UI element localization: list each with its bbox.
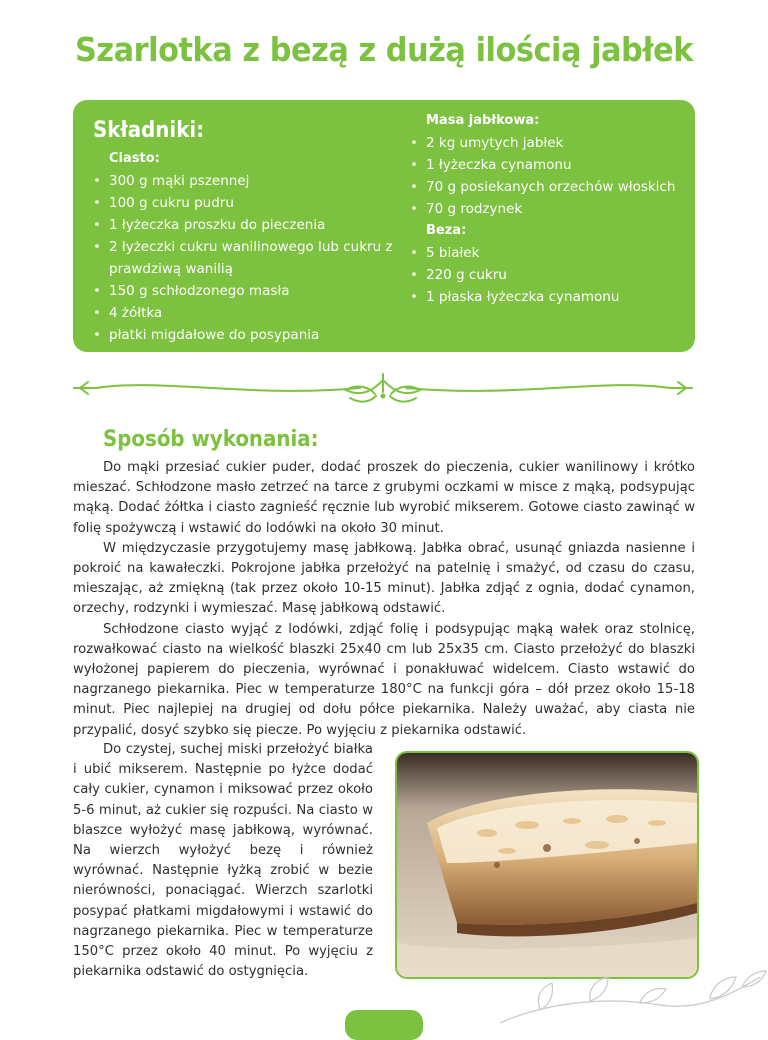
list-item: • 5 białek xyxy=(410,242,690,264)
meringue-subhead: Beza: xyxy=(426,223,467,238)
ingredients-right-column xyxy=(410,110,690,308)
list-item: • 150 g schłodzonego masła xyxy=(93,280,393,302)
apple-mass-list xyxy=(410,132,690,220)
list-item: • 1 płaska łyżeczka cynamonu xyxy=(410,286,690,308)
dough-list xyxy=(93,170,393,346)
ingredients-box xyxy=(73,100,695,352)
list-item: • 1 łyżeczka cynamonu xyxy=(410,154,690,176)
method-heading: Sposób wykonania: xyxy=(103,427,319,452)
ingredients-left-column xyxy=(93,148,393,346)
list-item: • 2 kg umytych jabłek xyxy=(410,132,690,154)
list-item: • 70 g rodzynek xyxy=(410,198,690,220)
list-item: • 4 żółtka xyxy=(93,302,393,324)
list-item: • 220 g cukru xyxy=(410,264,690,286)
list-item: • 70 g posiekanych orzechów włoskich xyxy=(410,176,690,198)
list-item: • 2 łyżeczki cukru wanilinowego lub cukru z prawdziwą wanilią xyxy=(93,236,393,280)
page-title: Szarlotka z bezą z dużą ilością jabłek xyxy=(74,30,694,69)
cake-illustration xyxy=(397,753,697,977)
method-paragraph: Do mąki przesiać cukier puder, dodać proszek do pieczenia, cukier wanilinowy i krótko mieszać. Schłodzone masło zetrzeć na tarce z grubymi oczkami w misce z mąką, podsypując mąką. Dodać żółtka i ciasto zagnieść ręcznie lub wyrobić mikserem. Gotowe ciasto zawinąć w folię spożywczą i wstawić do lodówki na około 30 minut. xyxy=(73,460,695,536)
method-paragraph: W międzyczasie przygotujemy masę jabłkową. Jabłka obrać, usunąć gniazda nasienne i pokroić na kawałeczki. Pokrojone jabłka przełożyć na patelnię i smażyć, od czasu do czasu, mieszając, aż zmiękną (tak przez około 10-15 minut). Jabłka zdjąć z ognia, dodać cynamon, orzechy, rodzynki i wymieszać. Masę jabłkową odstawić. xyxy=(73,540,695,617)
method-text xyxy=(73,458,695,741)
list-item: • płatki migdałowe do posypania xyxy=(93,324,393,346)
dough-subhead: Ciasto: xyxy=(109,151,160,166)
list-item: • 300 g mąki pszennej xyxy=(93,170,393,192)
list-item: • 1 łyżeczka proszku do pieczenia xyxy=(93,214,393,236)
ingredients-heading: Składniki: xyxy=(93,118,205,143)
method-paragraph: Do czystej, suchej miski przełożyć białka i ubić mikserem. Następnie po łyżce dodać cały cukier, cynamon i miksować przez około 5-6 minut, aż cukier się rozpuści. Na ciasto w blaszce wyłożyć masę jabłkową, wyrównać. Na wierzch wyłożyć bezę i również wyrównać. Następnie łyżką zrobić w bezie nierówności, ponaciągać. Wierzch szarlotki posypać płatkami migdałowymi i wstawić do nagrzanego piekarnika. Piec w temperaturze 150°C przez około 40 minut. Po wyjęciu z piekarnika odstawić do ostygnięcia. xyxy=(73,742,373,980)
page-number-tab xyxy=(345,1010,423,1040)
list-item: • 100 g cukru pudru xyxy=(93,192,393,214)
method-text-wrapped xyxy=(73,740,373,982)
meringue-list xyxy=(410,242,690,308)
ornament-divider xyxy=(70,370,696,410)
cake-photo xyxy=(395,751,699,979)
leaf-decoration-icon xyxy=(480,965,768,1024)
apple-mass-subhead: Masa jabłkowa: xyxy=(426,113,540,128)
method-paragraph: Schłodzone ciasto wyjąć z lodówki, zdjąć folię i podsypując mąką wałek oraz stolnicę, rozwałkować ciasto na wielkość blaszki 25x40 cm lub 25x35 cm. Ciasto przełożyć do blaszki wyłożonej papierem do pieczenia, wyrównać i ponakłuwać widelcem. Ciasto wstawić do nagrzanego piekarnika. Piec w temperaturze 180°C na funkcji góra – dół przez około 15-18 minut. Piec najlepiej na drugiej od dołu półce piekarnika. Należy uważać, aby ciasta nie przypalić, dosyć szybko się piecze. Po wyjęciu z piekarnika odstawić. xyxy=(73,621,695,738)
